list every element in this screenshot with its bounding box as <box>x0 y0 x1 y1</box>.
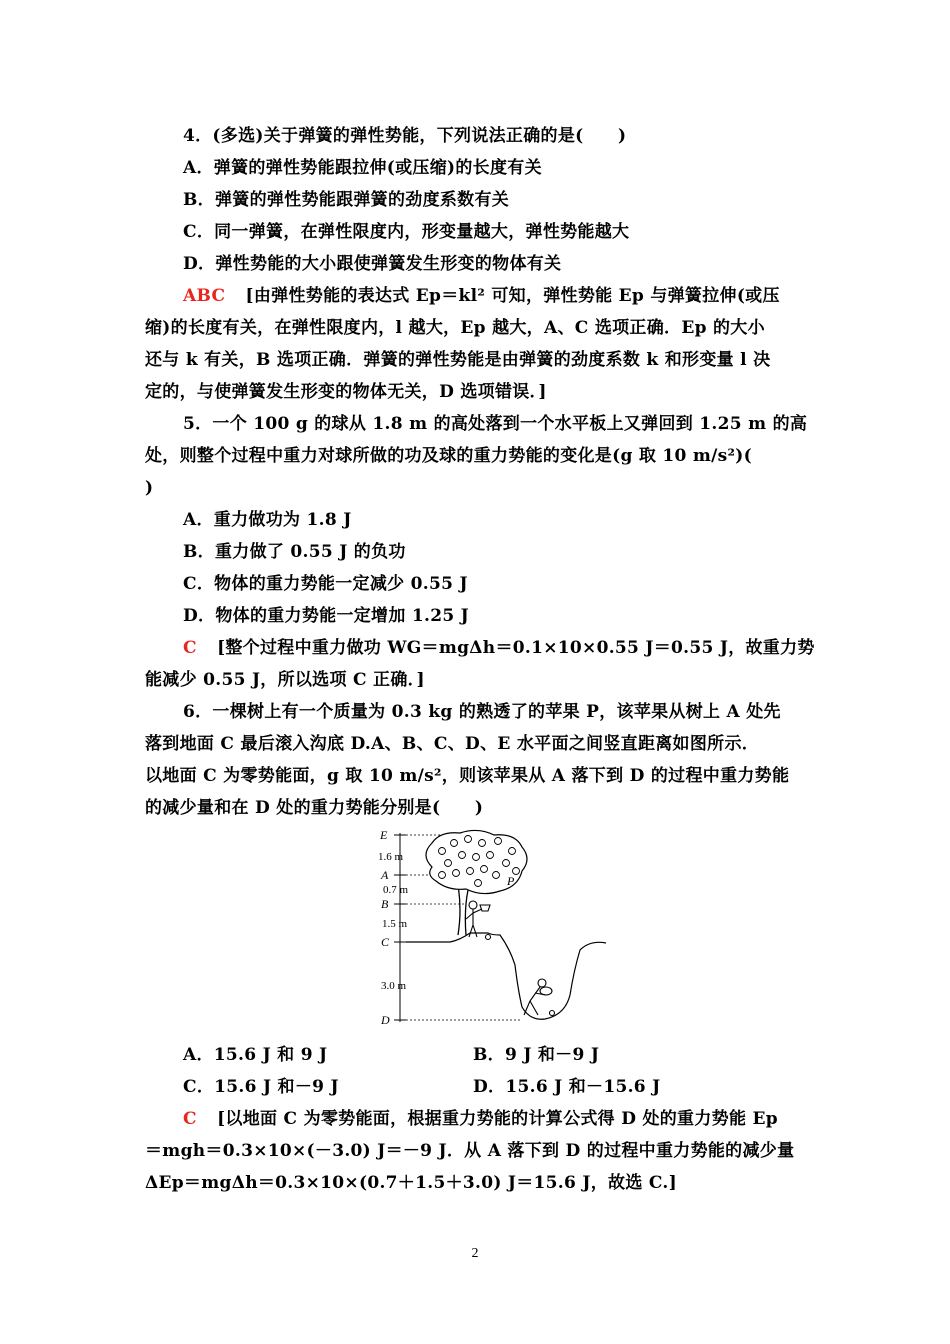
level-label-a: A <box>381 868 389 882</box>
q5-stem-1: 5．一个 100 g 的球从 1.8 m 的高处落到一个水平板上又弹回到 1.25 m 的高 <box>183 414 808 434</box>
q6-option-a: A．15.6 J 和 9 J <box>183 1045 328 1065</box>
q4-explanation-3: 还与 k 有关，B 选项正确．弹簧的弹性势能是由弹簧的劲度系数 k 和形变量 l 决 <box>145 350 771 370</box>
person-in-ditch <box>524 979 555 1016</box>
q5-explanation-1: [整个过程中重力做功 WG＝mgΔh＝0.1×10×0.55 J＝0.55 J，故重力势 <box>217 638 815 658</box>
q4-option-d: D．弹性势能的大小跟使弹簧发生形变的物体有关 <box>183 254 562 274</box>
q5-option-b: B．重力做了 0.55 J 的负功 <box>183 542 406 562</box>
level-label-e: E <box>380 828 388 842</box>
q5-option-d: D．物体的重力势能一定增加 1.25 J <box>183 606 470 626</box>
distance-label-ab: 0.7 m <box>383 884 409 896</box>
q6-figure <box>370 825 610 1030</box>
q6-options-row-2 <box>183 1075 848 1099</box>
q6-option-c: C．15.6 J 和－9 J <box>183 1077 339 1097</box>
q5-option-c: C．物体的重力势能一定减少 0.55 J <box>183 574 468 594</box>
distance-label-ea: 1.6 m <box>378 851 404 863</box>
distance-label-bc: 1.5 m <box>382 918 408 930</box>
q6-stem-1: 6．一棵树上有一个质量为 0.3 kg 的熟透了的苹果 P，该苹果从树上 A 处先 <box>183 702 781 722</box>
q4-explanation-4: 定的，与使弹簧发生形变的物体无关，D 选项错误．] <box>145 382 547 402</box>
q6-stem-4: 的减少量和在 D 处的重力势能分别是( ) <box>145 798 484 818</box>
q6-options-row-1 <box>183 1043 848 1067</box>
q4-option-b: B．弹簧的弹性势能跟弹簧的劲度系数有关 <box>183 190 510 210</box>
page-number: 2 <box>471 1246 479 1261</box>
q6-option-d: D．15.6 J 和－15.6 J <box>473 1077 661 1097</box>
q6-stem-2: 落到地面 C 最后滚入沟底 D.A、B、C、D、E 水平面之间竖直距离如图所示． <box>145 734 760 754</box>
level-label-b: B <box>381 897 389 911</box>
q5-answer-line <box>183 636 815 660</box>
q5-stem-2: 处，则整个过程中重力对球所做的功及球的重力势能的变化是(g 取 10 m/s²)( <box>145 446 752 466</box>
level-label-d: D <box>381 1013 390 1027</box>
q4-explanation-1: [由弹性势能的表达式 Ep＝kl² 可知，弹性势能 Ep 与弹簧拉伸(或压 <box>245 286 780 306</box>
q5-stem-3: ) <box>145 478 154 498</box>
q6-answer-line <box>183 1107 810 1131</box>
q6-stem-3: 以地面 C 为零势能面，g 取 10 m/s²，则该苹果从 A 落下到 D 的过程中重力势能 <box>145 766 790 786</box>
distance-label-cd: 3.0 m <box>381 980 407 992</box>
q5-option-a: A．重力做功为 1.8 J <box>183 510 352 530</box>
q5-explanation-2: 能减少 0.55 J，所以选项 C 正确．] <box>145 670 425 690</box>
q4-option-a: A．弹簧的弹性势能跟拉伸(或压缩)的长度有关 <box>183 158 542 178</box>
level-label-c: C <box>381 935 390 949</box>
q6-explanation-3: ΔEp＝mgΔh＝0.3×10×(0.7＋1.5＋3.0) J＝15.6 J，故选 C.] <box>145 1173 677 1193</box>
ground-ditch-outline <box>406 933 606 1019</box>
q6-explanation-1: [以地面 C 为零势能面，根据重力势能的计算公式得 D 处的重力势能 Ep <box>217 1109 778 1129</box>
q4-explanation-2: 缩)的长度有关，在弹性限度内，l 越大，Ep 越大，A、C 选项正确．Ep 的大小 <box>145 318 765 338</box>
q4-stem: 4．(多选)关于弹簧的弹性势能，下列说法正确的是( ) <box>183 126 627 146</box>
q6-explanation-2: ＝mgh＝0.3×10×(－3.0) J＝－9 J．从 A 落下到 D 的过程中重力势能的减少量 <box>145 1141 795 1161</box>
q5-answer: C <box>183 638 197 658</box>
q4-answer-line <box>183 284 810 308</box>
q6-option-b: B．9 J 和－9 J <box>473 1045 600 1065</box>
q6-answer: C <box>183 1109 197 1129</box>
q4-option-c: C．同一弹簧，在弹性限度内，形变量越大，弹性势能越大 <box>183 222 630 242</box>
q4-answer: ABC <box>183 286 226 306</box>
person-figure <box>466 901 491 940</box>
tree <box>426 830 527 935</box>
apple-label-p: P <box>507 874 515 888</box>
